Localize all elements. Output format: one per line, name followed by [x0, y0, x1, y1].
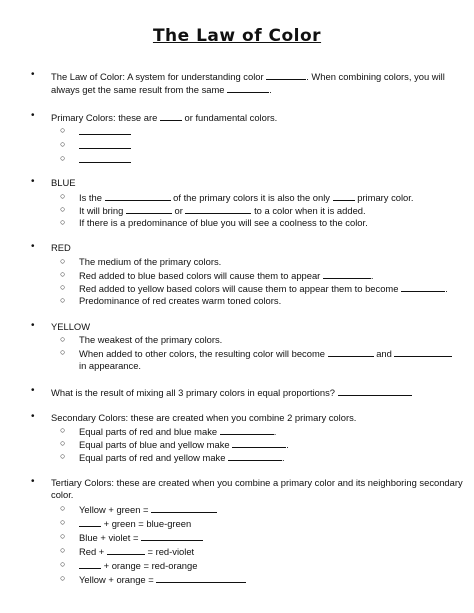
bullet: •: [31, 110, 35, 121]
primary-blank-2: [79, 139, 131, 151]
red-line3: Red added to yellow based colors will cause them to appear them to become .: [79, 283, 448, 294]
answer-blank: [79, 517, 101, 527]
secondary-line3: Equal parts of red and yellow make .: [79, 452, 285, 463]
sub-bullet: ○: [60, 217, 66, 227]
sub-bullet: ○: [60, 517, 66, 527]
tertiary-line4: Red + = red-violet: [79, 546, 195, 557]
tertiary-line2: + green = blue-green: [79, 517, 191, 529]
bullet: •: [31, 476, 35, 487]
red-line4: Predominance of red creates warm toned colors.: [79, 295, 282, 306]
answer-blank: [107, 545, 145, 555]
tertiary-heading-line2: color.: [51, 489, 74, 500]
answer-blank: [156, 573, 246, 583]
bullet: •: [31, 411, 35, 422]
sub-bullet: ○: [60, 545, 66, 555]
answer-blank: [79, 125, 131, 135]
red-line1: The medium of the primary colors.: [79, 256, 222, 267]
answer-blank: [394, 347, 452, 357]
sub-bullet: ○: [60, 531, 66, 541]
answer-blank: [79, 139, 131, 149]
answer-blank: [105, 191, 171, 201]
primary-blank-3: [79, 153, 131, 165]
red-line2: Red added to blue based colors will cause them to appear .: [79, 270, 374, 281]
sub-bullet: ○: [60, 573, 66, 583]
sub-bullet: ○: [60, 559, 66, 569]
sub-bullet: ○: [60, 204, 66, 214]
sub-bullet: ○: [60, 269, 66, 279]
answer-blank: [79, 153, 131, 163]
red-heading: RED: [51, 242, 71, 253]
sub-bullet: ○: [60, 334, 66, 344]
secondary-heading: Secondary Colors: these are created when you combine 2 primary colors.: [51, 412, 357, 423]
sub-bullet: ○: [60, 347, 66, 357]
tertiary-heading-line1: Tertiary Colors: these are created when you combine a primary color and its neighboring secondary: [51, 477, 463, 488]
yellow-line2: When added to other colors, the resulting color will become and: [79, 347, 452, 359]
tertiary-line6: Yellow + orange =: [79, 573, 246, 585]
answer-blank: [228, 451, 282, 461]
law-of-color-line1: The Law of Color: A system for understanding color . When combining colors, you will: [51, 71, 445, 82]
tertiary-line1: Yellow + green =: [79, 503, 217, 515]
sub-bullet: ○: [60, 425, 66, 435]
answer-blank: [333, 191, 355, 201]
secondary-line1: Equal parts of red and blue make .: [79, 426, 277, 437]
yellow-line1: The weakest of the primary colors.: [79, 334, 223, 345]
answer-blank: [401, 282, 445, 292]
answer-blank: [338, 386, 412, 396]
primary-colors-line: Primary Colors: these are or fundamental colors.: [51, 112, 278, 123]
sub-bullet: ○: [60, 503, 66, 513]
bullet: •: [31, 241, 35, 252]
answer-blank: [160, 111, 182, 121]
answer-blank: [185, 204, 251, 214]
law-of-color-line2: always get the same result from the same .: [51, 84, 272, 95]
yellow-heading: YELLOW: [51, 321, 91, 332]
sub-bullet: ○: [60, 153, 66, 163]
tertiary-line5: + orange = red-orange: [79, 559, 197, 571]
answer-blank: [323, 269, 371, 279]
tertiary-line3: Blue + violet =: [79, 531, 203, 543]
sub-bullet: ○: [60, 125, 66, 135]
answer-blank: [151, 503, 217, 513]
bullet: •: [31, 69, 35, 80]
yellow-line3: in appearance.: [79, 360, 142, 371]
sub-bullet: ○: [60, 282, 66, 292]
blue-line2: It will bring or to a color when it is added.: [79, 205, 366, 216]
sub-bullet: ○: [60, 295, 66, 305]
blue-line3: If there is a predominance of blue you will see a coolness to the color.: [79, 217, 368, 228]
answer-blank: [220, 425, 274, 435]
answer-blank: [79, 559, 101, 569]
bullet: •: [31, 320, 35, 331]
secondary-line2: Equal parts of blue and yellow make .: [79, 439, 289, 450]
sub-bullet: ○: [60, 438, 66, 448]
page-title: The Law of Color: [152, 26, 322, 46]
answer-blank: [126, 204, 172, 214]
bullet: •: [31, 176, 35, 187]
answer-blank: [328, 347, 374, 357]
blue-heading: BLUE: [51, 177, 76, 188]
bullet: •: [31, 385, 35, 396]
sub-bullet: ○: [60, 191, 66, 201]
answer-blank: [227, 83, 269, 93]
primary-blank-1: [79, 125, 131, 137]
mixing-question: What is the result of mixing all 3 primary colors in equal proportions?: [51, 386, 412, 398]
blue-line1: Is the of the primary colors it is also the only primary color.: [79, 192, 414, 203]
sub-bullet: ○: [60, 139, 66, 149]
sub-bullet: ○: [60, 256, 66, 266]
answer-blank: [141, 531, 203, 541]
answer-blank: [232, 438, 286, 448]
answer-blank: [266, 70, 306, 80]
sub-bullet: ○: [60, 451, 66, 461]
